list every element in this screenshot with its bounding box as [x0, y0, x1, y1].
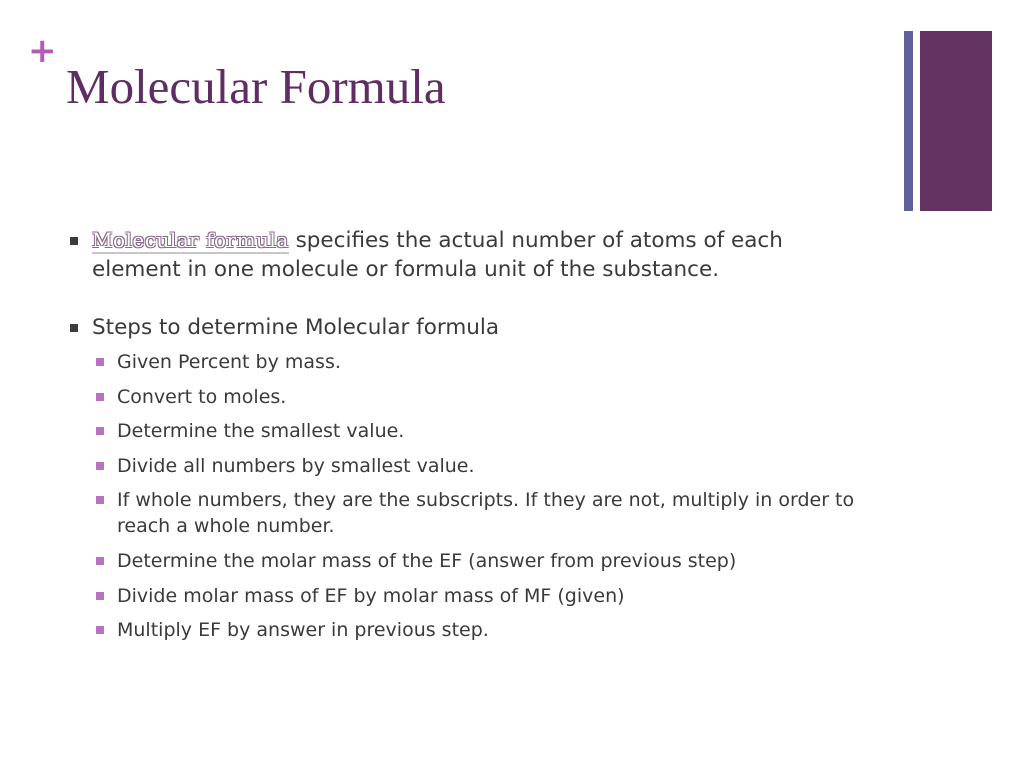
step-item	[68, 453, 878, 479]
step-text: Convert to moles.	[117, 385, 287, 408]
steps-list	[68, 349, 878, 643]
step-text: Given Percent by mass.	[117, 351, 341, 373]
step-item	[68, 548, 878, 574]
square-bullet-icon	[96, 557, 104, 565]
step-item	[68, 487, 878, 539]
step-text: Divide molar mass of EF by molar mass of MF (given)	[117, 584, 625, 607]
square-bullet-icon	[96, 358, 104, 366]
steps-heading-item	[68, 313, 878, 342]
decorative-bar-wide	[920, 31, 992, 211]
step-text: Determine the molar mass of the EF (answer from previous step)	[117, 549, 737, 572]
step-text: Divide all numbers by smallest value.	[117, 454, 475, 477]
square-bullet-icon	[70, 324, 78, 332]
step-item	[68, 583, 878, 609]
slide-title: Molecular Formula	[66, 59, 446, 114]
square-bullet-icon	[96, 496, 104, 504]
definition-bullet-item	[68, 226, 878, 284]
step-item	[68, 418, 878, 444]
decorative-bar-thin	[904, 31, 913, 211]
definition-text: specifies the actual number of atoms of each element in one molecule or formula unit of the substance.	[92, 228, 783, 282]
step-text: Multiply EF by answer in previous step.	[117, 619, 489, 642]
square-bullet-icon	[96, 462, 104, 470]
square-bullet-icon	[96, 427, 104, 435]
step-text: Determine the smallest value.	[117, 420, 405, 443]
plus-icon: +	[28, 31, 57, 71]
slide-body	[68, 226, 878, 652]
square-bullet-icon	[96, 626, 104, 634]
step-text: If whole numbers, they are the subscripts. If they are not, multiply in order to reach a whole number.	[117, 489, 855, 538]
square-bullet-icon	[96, 592, 104, 600]
definition-term: Molecular formula	[92, 228, 289, 252]
step-item	[68, 617, 878, 643]
square-bullet-icon	[70, 237, 78, 245]
step-item	[68, 384, 878, 410]
steps-heading: Steps to determine Molecular formula	[92, 315, 500, 340]
step-item	[68, 349, 878, 375]
square-bullet-icon	[96, 393, 104, 401]
